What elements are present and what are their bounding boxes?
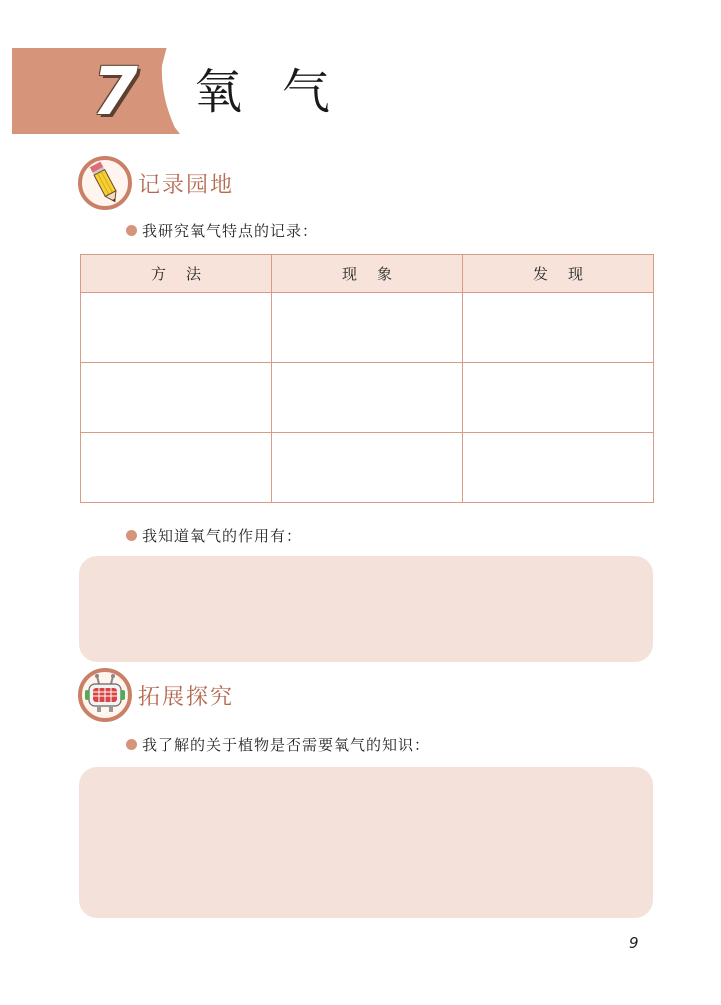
- robot-icon: [78, 668, 132, 722]
- table-row: [81, 363, 654, 433]
- answer-box-oxygen-uses[interactable]: [79, 556, 653, 662]
- bullet-text: 我知道氧气的作用有：: [142, 527, 303, 545]
- table-cell[interactable]: [81, 433, 272, 503]
- table-cell[interactable]: [272, 293, 463, 363]
- chapter-title: 氧气: [194, 64, 371, 120]
- table-row: [81, 433, 654, 503]
- bullet-text: 我研究氧气特点的记录：: [142, 222, 319, 240]
- bullet-dot: [126, 530, 137, 541]
- section-head-record: [78, 156, 234, 210]
- bullet-oxygen-uses: [126, 525, 302, 546]
- page-number: 9: [629, 934, 639, 952]
- table-header-row: [81, 255, 654, 293]
- bullet-dot: [126, 739, 137, 750]
- bullet-text: 我了解的关于植物是否需要氧气的知识：: [142, 736, 431, 754]
- table-cell[interactable]: [81, 363, 272, 433]
- table-cell[interactable]: [81, 293, 272, 363]
- table-cell[interactable]: [463, 293, 654, 363]
- answer-box-plant-oxygen[interactable]: [79, 767, 653, 918]
- header-method: 方法: [81, 255, 272, 293]
- table-row: [81, 293, 654, 363]
- bullet-plant-oxygen: [126, 734, 430, 755]
- header-phenomenon: 现象: [272, 255, 463, 293]
- section-head-explore: [78, 668, 234, 722]
- bullet-dot: [126, 225, 137, 236]
- table-cell[interactable]: [463, 433, 654, 503]
- chapter-band-curve: [150, 48, 190, 134]
- section-title-explore: 拓展探究: [138, 684, 235, 710]
- header-discovery: 发现: [463, 255, 654, 293]
- section-title-record: 记录园地: [138, 172, 235, 198]
- record-table: [80, 254, 654, 503]
- chapter-number: 7: [92, 53, 138, 130]
- bullet-record-features: [126, 220, 318, 241]
- pencil-icon: [78, 156, 132, 210]
- table-cell[interactable]: [463, 363, 654, 433]
- table-cell[interactable]: [272, 363, 463, 433]
- table-cell[interactable]: [272, 433, 463, 503]
